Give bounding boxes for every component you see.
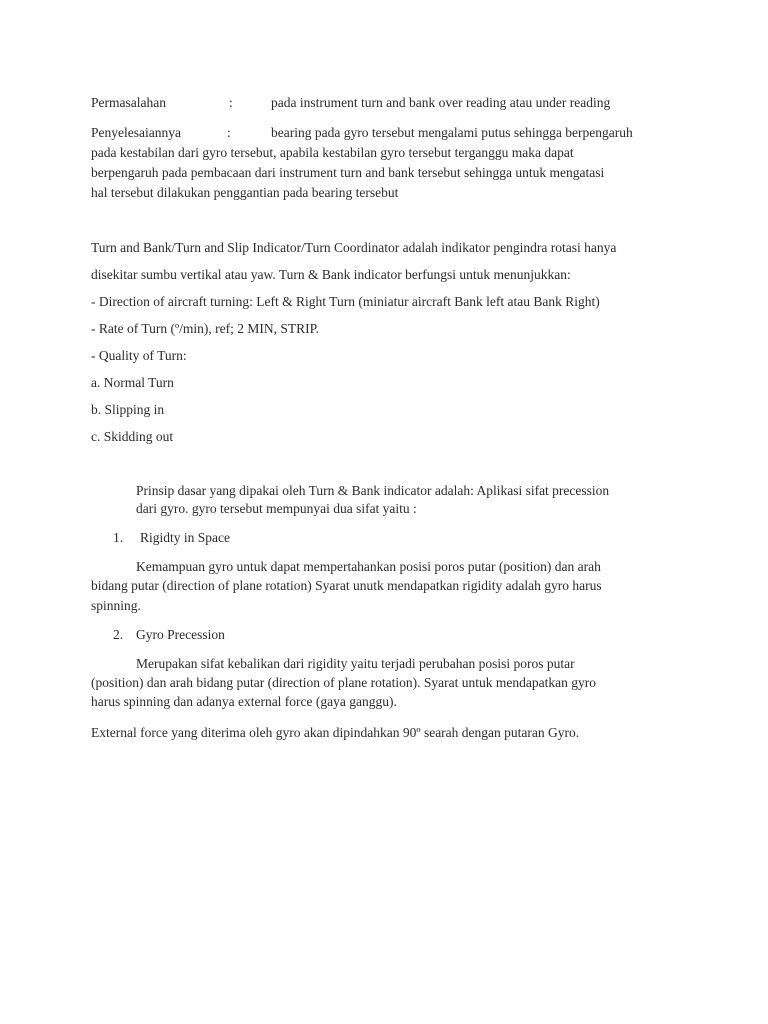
intro-bullet: - Direction of aircraft turning: Left & Right Turn (miniatur aircraft Bank left atau Bank Right): [91, 294, 600, 309]
penyelesaian-label: Penyelesaiannya: [91, 125, 181, 140]
closing-line: External force yang diterima oleh gyro akan dipindahkan 90º searah dengan putaran Gyro.: [91, 725, 580, 740]
item-title: Gyro Precession: [136, 627, 225, 642]
penyelesaian-line: bearing pada gyro tersebut mengalami putus sehingga berpengaruh: [271, 125, 633, 140]
penyelesaian-line: berpengaruh pada pembacaan dari instrument turn and bank tersebut sehingga untuk mengatasi: [91, 165, 605, 180]
item-body-line: bidang putar (direction of plane rotation) Syarat unutk mendapatkan rigidity adalah gyro harus: [91, 578, 602, 593]
item-body-line: spinning.: [91, 598, 141, 613]
item-body-line: Kemampuan gyro untuk dapat mempertahankan posisi poros putar (position) dan arah: [136, 559, 601, 574]
intro-subitem: b. Slipping in: [91, 402, 165, 417]
permasalahan-label: Permasalahan: [91, 95, 166, 110]
prinsip-line: Prinsip dasar yang dipakai oleh Turn & Bank indicator adalah: Aplikasi sifat precession: [136, 483, 610, 498]
item-body-line: Merupakan sifat kebalikan dari rigidity yaitu terjadi perubahan posisi poros putar: [136, 656, 575, 671]
intro-line: disekitar sumbu vertikal atau yaw. Turn & Bank indicator berfungsi untuk menunjukkan:: [91, 267, 571, 282]
penyelesaian-line: hal tersebut dilakukan penggantian pada bearing tersebut: [91, 185, 399, 200]
prinsip-line: dari gyro. gyro tersebut mempunyai dua sifat yaitu :: [136, 501, 417, 516]
item-number: 1.: [113, 530, 124, 545]
intro-subitem: c. Skidding out: [91, 429, 174, 444]
intro-bullet: - Rate of Turn (º/min), ref; 2 MIN, STRIP.: [91, 321, 320, 336]
penyelesaian-line: pada kestabilan dari gyro tersebut, apabila kestabilan gyro tersebut terganggu maka dapat: [91, 145, 574, 160]
penyelesaian-separator: :: [227, 125, 231, 140]
intro-bullet: - Quality of Turn:: [91, 348, 187, 363]
intro-line: Turn and Bank/Turn and Slip Indicator/Turn Coordinator adalah indikator pengindra rotasi hanya: [91, 240, 617, 255]
item-title: Rigidty in Space: [140, 530, 230, 545]
item-body-line: harus spinning dan adanya external force (gaya ganggu).: [91, 694, 397, 709]
item-number: 2.: [113, 627, 124, 642]
permasalahan-text: pada instrument turn and bank over reading atau under reading: [271, 95, 611, 110]
permasalahan-separator: :: [229, 95, 233, 110]
item-body-line: (position) dan arah bidang putar (direction of plane rotation). Syarat untuk mendapatkan gyro: [91, 675, 596, 690]
intro-subitem: a. Normal Turn: [91, 375, 174, 390]
